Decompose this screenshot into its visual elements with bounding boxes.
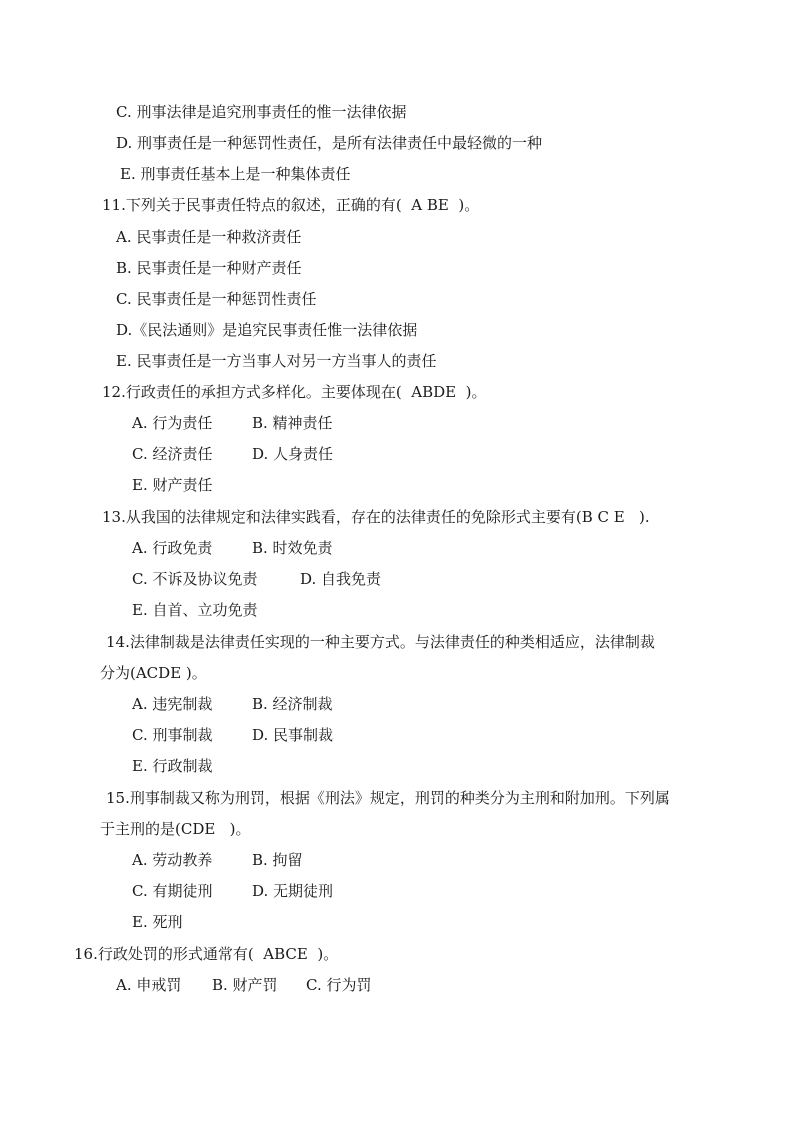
q14-stem-line2: 分为(ACDE )。	[100, 664, 207, 682]
q12-stem: 12.行政责任的承担方式多样化。主要体现在( ABDE )。	[102, 383, 487, 401]
q15-option-c: C. 有期徒刑	[132, 882, 213, 900]
q12-option-c: C. 经济责任	[132, 445, 213, 463]
q11-option-b: B. 民事责任是一种财产责任	[116, 259, 302, 277]
q11-option-e: E. 民事责任是一方当事人对另一方当事人的责任	[116, 352, 437, 370]
q13-option-b: B. 时效免责	[252, 539, 333, 557]
q14-option-a: A. 违宪制裁	[132, 695, 213, 713]
q13-option-d: D. 自我免责	[300, 570, 382, 588]
q15-stem-line2: 于主刑的是(CDE )。	[100, 820, 251, 838]
q16-option-a: A. 申戒罚	[116, 976, 182, 994]
q16-option-b: B. 财产罚	[212, 976, 278, 994]
q15-option-a: A. 劳动教养	[132, 851, 213, 869]
q12-option-b: B. 精神责任	[252, 414, 333, 432]
q14-option-b: B. 经济制裁	[252, 695, 333, 713]
q11-option-c: C. 民事责任是一种惩罚性责任	[116, 290, 317, 308]
q12-option-e: E. 财产责任	[132, 476, 213, 494]
q13-option-a: A. 行政免责	[132, 539, 213, 557]
q15-option-b: B. 拘留	[252, 851, 303, 869]
q11-stem: 11.下列关于民事责任特点的叙述，正确的有( A BE )。	[102, 196, 480, 214]
q11-option-d: D.《民法通则》是追究民事责任惟一法律依据	[116, 321, 418, 339]
q13-stem: 13.从我国的法律规定和法律实践看，存在的法律责任的免除形式主要有(B C E ).	[102, 508, 650, 526]
q16-stem: 16.行政处罚的形式通常有( ABCE )。	[74, 945, 339, 963]
q12-option-a: A. 行为责任	[132, 414, 213, 432]
q12-option-d: D. 人身责任	[252, 445, 334, 463]
q11-option-a: A. 民事责任是一种救济责任	[116, 228, 302, 246]
q10-option-c: C. 刑事法律是追究刑事责任的惟一法律依据	[116, 103, 407, 121]
q14-option-d: D. 民事制裁	[252, 726, 334, 744]
q14-option-c: C. 刑事制裁	[132, 726, 213, 744]
q14-option-e: E. 行政制裁	[132, 757, 213, 775]
q13-option-c: C. 不诉及协议免责	[132, 570, 258, 588]
q15-option-e: E. 死刑	[132, 913, 183, 931]
q13-option-e: E. 自首、立功免责	[132, 601, 258, 619]
q15-stem-line1: 15.刑事制裁又称为刑罚，根据《刑法》规定，刑罚的种类分为主刑和附加刑。下列属	[106, 789, 670, 807]
q10-option-d: D. 刑事责任是一种惩罚性责任，是所有法律责任中最轻微的一种	[116, 134, 543, 152]
q14-stem-line1: 14.法律制裁是法律责任实现的一种主要方式。与法律责任的种类相适应，法律制裁	[106, 633, 655, 651]
q16-option-c: C. 行为罚	[306, 976, 372, 994]
q10-option-e: E. 刑事责任基本上是一种集体责任	[120, 165, 351, 183]
q15-option-d: D. 无期徒刑	[252, 882, 334, 900]
